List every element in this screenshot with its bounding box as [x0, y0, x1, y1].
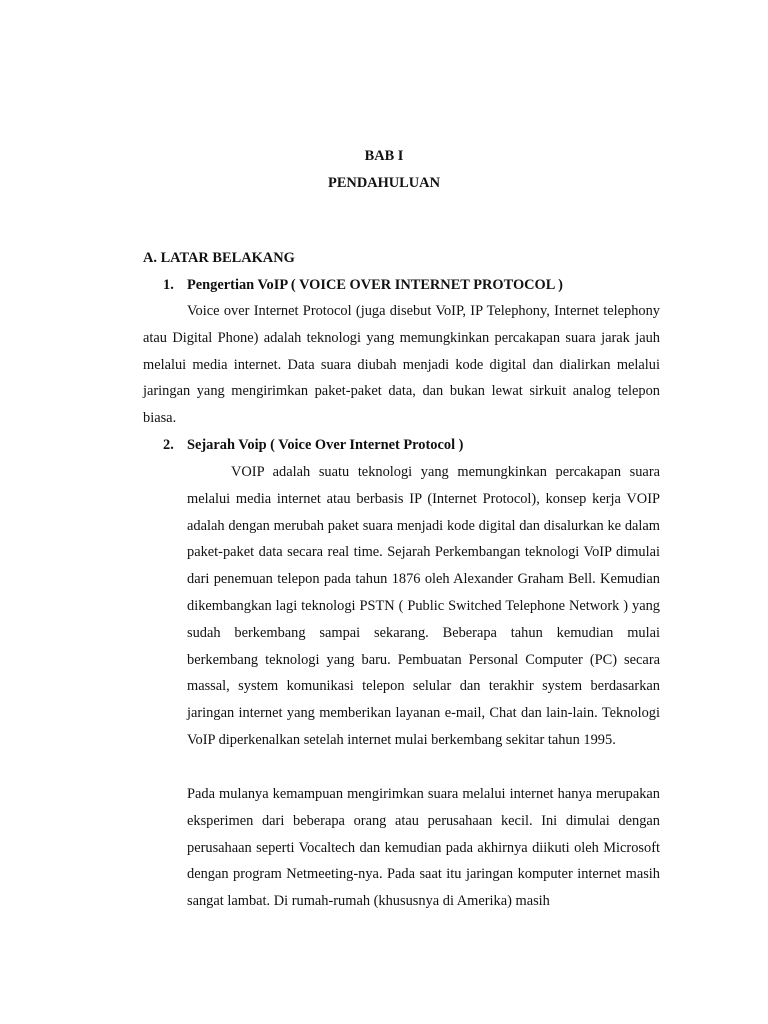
item1-title: Pengertian VoIP ( VOICE OVER INTERNET PROTOCOL )	[187, 277, 563, 293]
chapter-title: PENDAHULUAN	[328, 175, 440, 191]
item1-paragraph: Voice over Internet Protocol (juga disebut VoIP, IP Telephony, Internet telephony atau Digital Phone) adalah teknologi yang memungkinkan percakapan suara jarak jauh melalui media internet. Data suara diubah menjadi kode digital dan dialirkan melalui jaringan yang mengirimkan paket-paket data, dan bukan lewat sirkuit analog telepon biasa.	[143, 303, 660, 427]
item2-number: 2.	[163, 437, 174, 453]
item2-paragraph-1: VOIP adalah suatu teknologi yang memungkinkan percakapan suara melalui media internet atau berbasis IP (Internet Protocol), konsep kerja VOIP adalah dengan merubah paket suara menjadi kode digital dan disalurkan ke dalam paket-paket data secara real time. Sejarah Perkembangan teknologi VoIP dimulai dari penemuan telepon pada tahun 1876 oleh Alexander Graham Bell. Kemudian dikembangkan lagi teknologi PSTN ( Public Switched Telephone Network ) yang sudah berkembang sampai sekarang. Beberapa tahun kemudian mulai berkembang teknologi yang baru. Pembuatan Personal Computer (PC) secara massal, system komunikasi telepon selular dan terakhir system berdasarkan jaringan internet yang memberikan layanan e-mail, Chat dan lain-lain. Teknologi VoIP diperkenalkan setelah internet mulai berkembang sekitar tahun 1995.	[187, 464, 660, 748]
item2-title: Sejarah Voip ( Voice Over Internet Protocol )	[187, 437, 464, 453]
item2-paragraph-2: Pada mulanya kemampuan mengirimkan suara melalui internet hanya merupakan eksperimen dari beberapa orang atau perusahaan kecil. Ini dimulai dengan perusahaan seperti Vocaltech dan kemudian pada akhirnya diikuti oleh Microsoft dengan program Netmeeting-nya. Pada saat itu jaringan komputer internet masih sangat lambat. Di rumah-rumah (khususnya di Amerika) masih	[187, 786, 660, 910]
item1-number: 1.	[163, 277, 174, 293]
chapter-number: BAB I	[364, 148, 404, 164]
section-heading: A. LATAR BELAKANG	[143, 250, 295, 266]
